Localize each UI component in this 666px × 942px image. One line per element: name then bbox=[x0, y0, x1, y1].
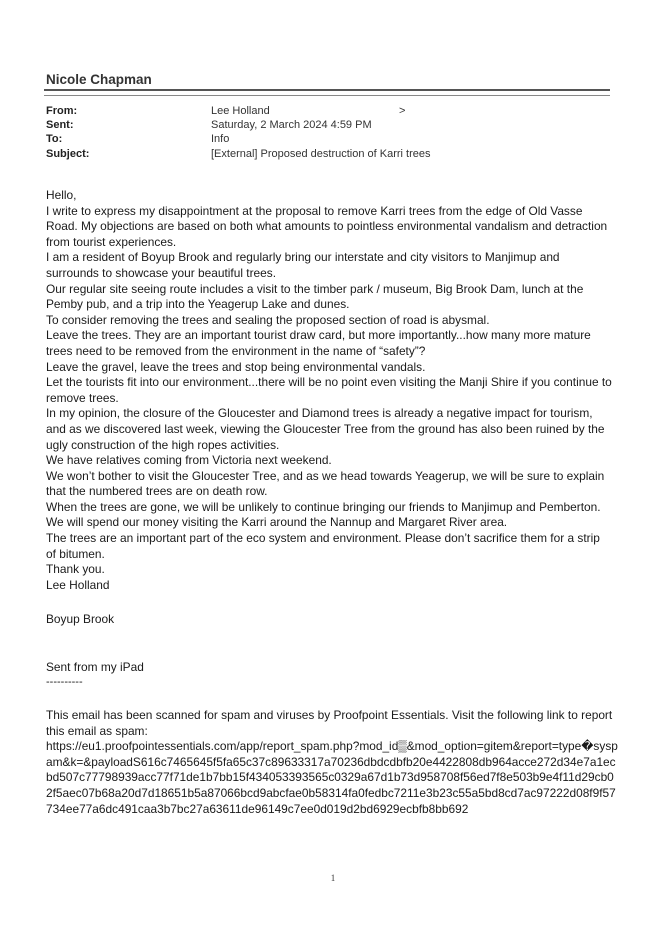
body-line: I write to express my disappointment at the proposal to remove Karri trees from the edge of Old Vasse Road. My objections are based on both what amounts to pointless environmental vandalism and detraction from tourist experiences. bbox=[46, 203, 608, 249]
body-line: Lee Holland bbox=[46, 577, 110, 592]
body-line: To consider removing the trees and sealing the proposed section of road is abysmal. bbox=[46, 312, 490, 327]
subject-value: [External] Proposed destruction of Karri trees bbox=[211, 148, 431, 160]
signature-separator: ---------- bbox=[46, 676, 83, 688]
body-line: The trees are an important part of the eco system and environment. Please don’t sacrifice them for a strip of bitumen. bbox=[46, 531, 600, 561]
report-spam-link[interactable]: https://eu1.proofpointessentials.com/app/report_spam.php?mod_id▒&mod_option=gitem&report=type�syspam&k=&payloadS616c7465645f5fa65c37c89633317a70236dbdcdbfb20e4422808db964acce272d34e7a1ecbd507c77798939acc77f71de1b7bb15f434053393565c0329a67d1b73d958708f56ed7f8e503b9e4f11d29cb02f5aec07b68a20d7d18651b5a87066bcd9abcfae0b58314fa0fedbc7211e3b23c55a5bd8cd7ac97222d08f9f57734ee77a6dc491caa3b7bc27a63611de96149c7ee0d019d2bd6929ecbfb8bb692 bbox=[46, 739, 618, 816]
header-divider bbox=[44, 89, 610, 96]
from-label: From: bbox=[46, 105, 78, 117]
from-address-marker: > bbox=[399, 105, 406, 117]
to-label: To: bbox=[46, 133, 63, 145]
page-number: 1 bbox=[330, 873, 336, 883]
sent-from-signature: Sent from my iPad bbox=[46, 660, 144, 674]
subject-label: Subject: bbox=[46, 148, 90, 160]
body-line: We have relatives coming from Victoria next weekend. bbox=[46, 453, 332, 468]
body-line: We won’t bother to visit the Gloucester Tree, and as we head towards Yeagerup, we will be sure to explain that the numbered trees are on death row. bbox=[46, 468, 605, 499]
sent-label: Sent: bbox=[46, 119, 74, 131]
body-line: Leave the trees. They are an important tourist draw card, but more importantly...how many more mature trees need to be removed from the environment in the name of “safety”? bbox=[46, 328, 591, 358]
body-line: In my opinion, the closure of the Gloucester and Diamond trees is already a negative impact for tourism, and as we discovered last week, viewing the Gloucester Tree from the ground has also been ruined by the ugly construction of the high ropes activities. bbox=[46, 406, 605, 452]
body-line: When the trees are gone, we will be unlikely to continue bringing our friends to Manjimup and Pemberton. We will spend our money visiting the Karri around the Nannup and Margaret River area. bbox=[46, 499, 601, 530]
body-line: Hello, bbox=[46, 188, 77, 202]
signoff-location: Boyup Brook bbox=[46, 612, 115, 626]
body-line: Let the tourists fit into our environment...there will be no point even visiting the Manji Shire if you continue to remove trees. bbox=[46, 375, 612, 405]
to-value: Info bbox=[211, 133, 230, 145]
body-line: Leave the gravel, leave the trees and stop being environmental vandals. bbox=[46, 359, 426, 374]
body-line: Thank you. bbox=[46, 562, 105, 577]
email-body bbox=[46, 188, 612, 593]
scan-notice-text: This email has been scanned for spam and viruses by Proofpoint Essentials. Visit the following link to report this email as spam: bbox=[46, 708, 613, 738]
body-line: I am a resident of Boyup Brook and regularly bring our interstate and city visitors to Manjimup and surrounds to showcase your beautiful trees. bbox=[46, 250, 560, 280]
body-line: Our regular site seeing route includes a visit to the timber park / museum, Big Brook Dam, lunch at the Pemby pub, and a trip into the Yeagerup Lake and dunes. bbox=[46, 281, 584, 312]
from-value: Lee Holland bbox=[211, 105, 270, 117]
mailbox-owner-name: Nicole Chapman bbox=[46, 72, 152, 87]
sent-value: Saturday, 2 March 2024 4:59 PM bbox=[211, 119, 372, 131]
scan-notice-block bbox=[46, 708, 618, 817]
